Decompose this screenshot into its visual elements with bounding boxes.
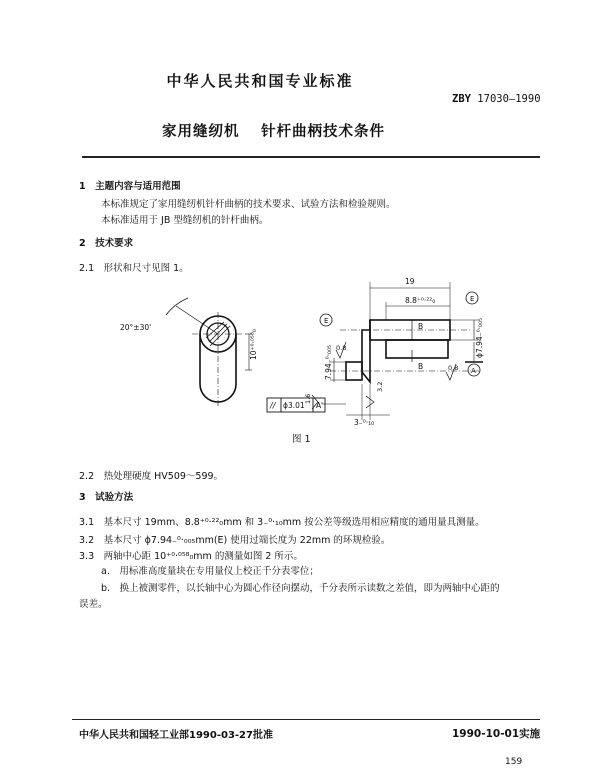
section-b-upper: B — [418, 322, 424, 331]
clause-3-3-b-line-1: b. 换上被测零件，以长轴中心为圆心作径向摆动，千分表所示读数之差值，即为两轴中心距的 — [101, 583, 500, 594]
section-1-paragraph-1: 本标准规定了家用缝纫机针杆曲柄的技术要求、试验方法和检验规则。 — [101, 199, 396, 210]
section-3-heading: 3 试验方法 — [79, 492, 134, 503]
dim-8-8: 8.8⁺⁰·²²₀ — [405, 296, 436, 305]
dim-10: 10⁺⁰·⁰⁵⁸₀ — [249, 329, 258, 360]
tolerance-symbol: // — [270, 401, 276, 410]
dim-phi-7-94-top: ϕ7.94₋⁰·₀₀₅ — [475, 317, 484, 358]
figure-1-caption: 图 1 — [292, 434, 311, 445]
footer-rule — [72, 719, 540, 720]
dim-3: 3₋⁰·₁₀ — [354, 418, 375, 427]
roughness-0-8-b: 0.8 — [448, 364, 459, 372]
section-1-paragraph-2: 本标准适用于 JB 型缝纫机的针杆曲柄。 — [101, 215, 269, 226]
page-number: 159 — [505, 757, 523, 767]
roughness-1-6: 1.6 — [304, 393, 312, 404]
standard-code-number: 17030—1990 — [477, 93, 541, 105]
standard-code-prefix: ZBY — [452, 93, 471, 105]
implementation-date: 1990-10-01实施 — [452, 728, 541, 740]
clause-2-1: 2.1 形状和尺寸见图 1。 — [79, 263, 189, 274]
standard-title: 中华人民共和国专业标准 — [166, 72, 354, 90]
clause-3-3-b-line-2: 误差。 — [79, 599, 108, 610]
dim-7-94-left: 7.94₋⁰·₀₀₅ — [324, 344, 333, 380]
header-rule — [82, 156, 540, 158]
roughness-3-2: 3.2 — [376, 381, 384, 392]
approval-line: 中华人民共和国轻工业部1990-03-27批准 — [79, 730, 273, 741]
datum-a-circle: A — [471, 367, 476, 375]
subtitle-part-a: 家用缝纫机 — [162, 124, 240, 140]
clause-3-3-a: a. 用标准高度量块在专用量仪上校正千分表零位； — [101, 566, 319, 577]
subtitle-part-b: 针杆曲柄技术条件 — [261, 124, 386, 140]
standard-code — [452, 93, 541, 105]
roughness-0-8-a: 0.8 — [336, 344, 347, 352]
datum-e-right: E — [470, 295, 475, 303]
section-2-heading: 2 技术要求 — [79, 238, 134, 249]
clause-3-1: 3.1 基本尺寸 19mm、8.8⁺⁰·²²₀mm 和 3₋⁰·₁₀mm 按公差等级选用相应精度的通用量具测量。 — [79, 517, 485, 528]
angle-label: 20°±30' — [120, 323, 152, 332]
datum-e-left: E — [324, 317, 329, 325]
section-b-lower: B — [418, 362, 424, 371]
document-subtitle — [162, 120, 385, 141]
clause-3-3: 3.3 两轴中心距 10⁺⁰·⁰⁵⁸₀mm 的测量如图 2 所示。 — [79, 551, 303, 562]
clause-3-2: 3.2 基本尺寸 ϕ7.94₋⁰·₀₀₅mm(E) 使用过端长度为 22mm 的环规检验。 — [79, 535, 391, 546]
section-1-heading: 1 主题内容与适用范围 — [79, 181, 181, 192]
figure-1-drawing — [100, 272, 500, 447]
clause-2-2: 2.2 热处理硬度 HV509～599。 — [79, 471, 224, 482]
dim-19: 19 — [405, 277, 415, 286]
tolerance-value: ϕ3.01 — [283, 401, 305, 410]
tolerance-datum: A — [316, 401, 322, 410]
